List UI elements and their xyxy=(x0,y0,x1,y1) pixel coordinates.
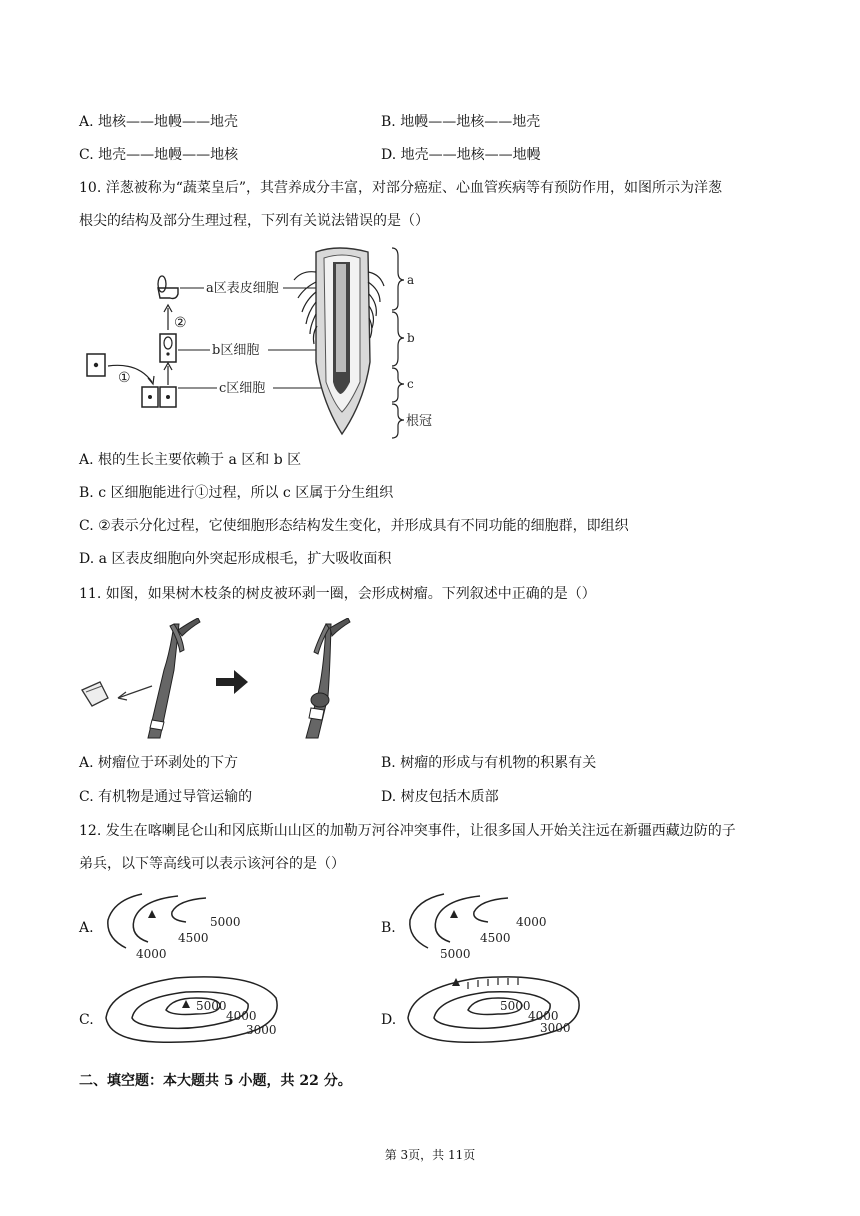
contour-a-label-3: 4000 xyxy=(136,947,167,961)
contour-d-label-3: 3000 xyxy=(540,1021,571,1035)
contour-map-a xyxy=(96,890,256,970)
label-a-cell: a区表皮细胞 xyxy=(206,281,279,296)
q9-option-c: C. 地壳——地幔——地核 xyxy=(79,147,239,163)
contour-map-d xyxy=(398,968,588,1058)
q10-option-d: D. a 区表皮细胞向外突起形成根毛，扩大吸收面积 xyxy=(79,551,392,567)
q11-option-a: A. 树瘤位于环剥处的下方 xyxy=(79,755,239,771)
zone-cap-label: 根冠 xyxy=(406,414,433,429)
zone-a-label: a xyxy=(407,273,415,287)
process-1-label: ① xyxy=(118,370,131,386)
contour-map-b xyxy=(398,890,558,970)
girdled-branch-figure xyxy=(78,618,368,740)
q11-stem: 11. 如图，如果树木枝条的树皮被环剥一圈，会形成树瘤。下列叙述中正确的是（） xyxy=(79,586,596,602)
contour-d-label-1: 5000 xyxy=(500,999,531,1013)
contour-b-label-1: 4000 xyxy=(516,915,547,929)
zone-b-label: b xyxy=(407,331,415,345)
q9-option-b: B. 地幔——地核——地壳 xyxy=(381,114,541,130)
q12-option-d-label: D. xyxy=(381,1012,397,1028)
contour-a-label-1: 5000 xyxy=(210,915,241,929)
q11-option-b: B. 树瘤的形成与有机物的积累有关 xyxy=(381,755,597,771)
q10-option-c: C. ②表示分化过程，它使细胞形态结构发生变化，并形成具有不同功能的细胞群，即组织 xyxy=(79,518,629,534)
q10-option-b: B. c 区细胞能进行①过程，所以 c 区属于分生组织 xyxy=(79,485,394,501)
q12-stem-line1: 12. 发生在喀喇昆仑山和冈底斯山山区的加勒万河谷冲突事件，让很多国人开始关注远在新疆西藏边防的子 xyxy=(79,823,736,839)
zone-c-label: c xyxy=(407,377,414,391)
contour-c-label-2: 4000 xyxy=(226,1009,257,1023)
label-c-cell: c区细胞 xyxy=(219,381,266,396)
contour-map-c xyxy=(96,968,286,1058)
q11-option-d: D. 树皮包括木质部 xyxy=(381,789,499,805)
q12-option-c-label: C. xyxy=(79,1012,94,1028)
contour-c-label-1: 5000 xyxy=(196,999,227,1013)
q12-option-b-label: B. xyxy=(381,920,396,936)
q10-stem-line2: 根尖的结构及部分生理过程，下列有关说法错误的是（） xyxy=(79,213,429,229)
label-b-cell: b区细胞 xyxy=(212,343,260,358)
q9-option-d: D. 地壳——地核——地幔 xyxy=(381,147,541,163)
q11-option-c: C. 有机物是通过导管运输的 xyxy=(79,789,253,805)
contour-b-label-3: 5000 xyxy=(440,947,471,961)
q12-stem-line2: 弟兵，以下等高线可以表示该河谷的是（） xyxy=(79,856,345,872)
contour-b-label-2: 4500 xyxy=(480,931,511,945)
section-2-heading: 二、填空题：本大题共 5 小题，共 22 分。 xyxy=(79,1073,352,1089)
process-2-label: ② xyxy=(174,315,187,331)
root-tip-figure xyxy=(80,242,440,442)
q12-option-a-label: A. xyxy=(79,920,94,936)
q9-option-a: A. 地核——地幔——地壳 xyxy=(79,114,239,130)
contour-a-label-2: 4500 xyxy=(178,931,209,945)
contour-d-label-2: 4000 xyxy=(528,1009,559,1023)
page-footer: 第 3页，共 11页 xyxy=(384,1148,476,1162)
q10-stem-line1: 10. 洋葱被称为“蔬菜皇后”，其营养成分丰富，对部分癌症、心血管疾病等有预防作用，如图所示为洋葱 xyxy=(79,180,723,196)
q10-option-a: A. 根的生长主要依赖于 a 区和 b 区 xyxy=(79,452,302,468)
contour-c-label-3: 3000 xyxy=(246,1023,277,1037)
